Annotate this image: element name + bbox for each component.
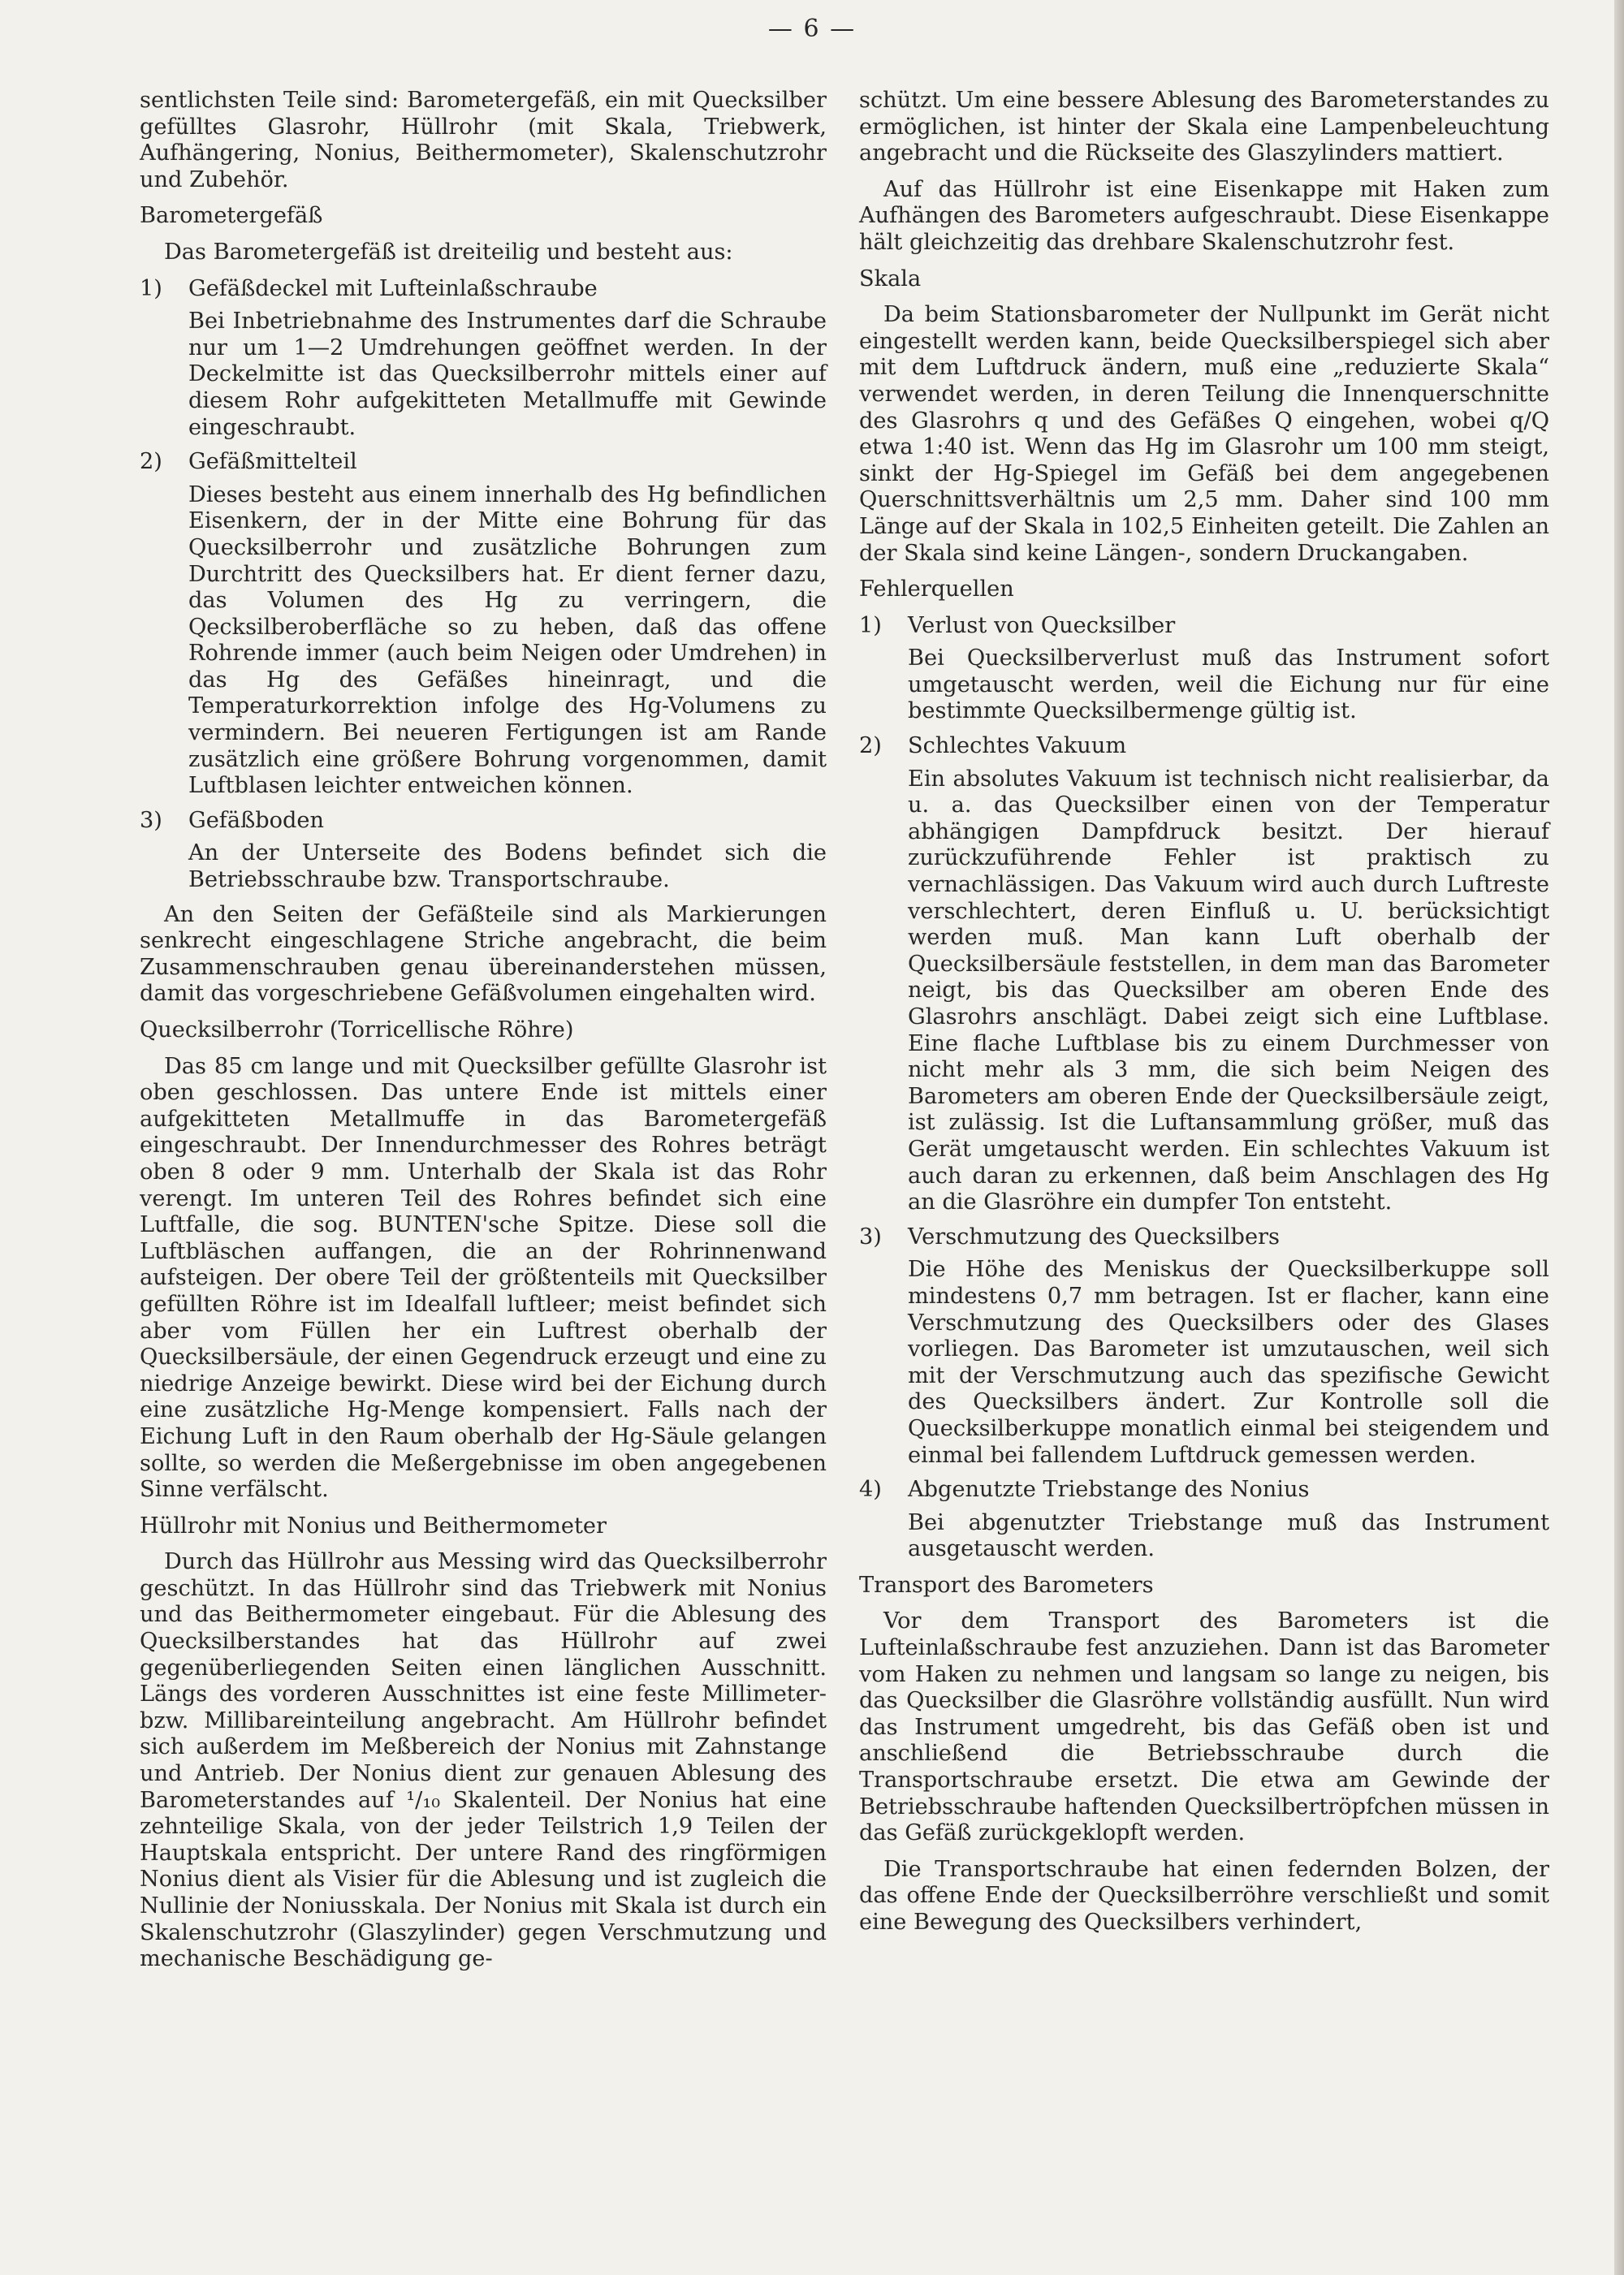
paragraph-quecksilberrohr: Das 85 cm lange und mit Quecksilber gefüllte Glasrohr ist oben geschlossen. Das untere Ende ist mittels einer aufgekitteten Metallmuffe in das Barometergefäß eingeschraubt. Der Innendurchmesser des Rohres beträgt oben 8 oder 9 mm. Unterhalb der Skala ist das Rohr verengt. Im unteren Teil des Rohres befindet sich eine Luftfalle, die sog. BUNTEN'sche Spitze. Diese soll die Luftbläschen auffangen, die an der Rohrinnenwand aufsteigen. Der obere Teil der größtenteils mit Quecksilber gefüllten Röhre ist im Idealfall luftleer; meist befindet sich aber vom Füllen her ein Luftrest oberhalb der Quecksilbersäule, der einen Gegendruck erzeugt und eine zu niedrige Anzeige bewirkt. Diese wird bei der Eichung durch eine zusätzliche Hg-Menge kompensiert. Falls nach der Eichung Luft in den Raum oberhalb der Hg-Säule gelangen sollte, so werden die Meßergebnisse im oben angegebenen Sinne verfälscht. <box>140 1053 827 1503</box>
list-item-number: 3) <box>140 807 162 833</box>
paragraph-markierungen: An den Seiten der Gefäßteile sind als Markierungen senkrecht eingeschlagene Striche angebracht, die beim Zusammenschrauben genau übereinanderstehen müssen, damit das vorgeschriebene Gefäßvolumen eingehalten wird. <box>140 901 827 1007</box>
list-item-title: Abgenutzte Triebstange des Nonius <box>908 1477 1310 1503</box>
list-item-number: 3) <box>859 1224 882 1250</box>
paragraph-eisenkappe: Auf das Hüllrohr ist eine Eisenkappe mit Haken zum Aufhängen des Barometers aufgeschraubt. Diese Eisenkappe hält gleichzeitig das drehbare Skalenschutzrohr fest. <box>859 176 1549 255</box>
paragraph-huellrohr: Durch das Hüllrohr aus Messing wird das Quecksilberrohr geschützt. In das Hüllrohr sind das Triebwerk mit Nonius und das Beithermometer eingebaut. Für die Ablesung des Quecksilberstandes hat das Hüllrohr auf zwei gegenüberliegenden Seiten einen länglichen Ausschnitt. Längs des vorderen Ausschnittes ist eine feste Millimeter- bzw. Millibareinteilung angebracht. Am Hüllrohr befindet sich außerdem im Meßbereich der Nonius mit Zahnstange und Antrieb. Der Nonius dient zur genauen Ablesung des Barometerstandes auf ¹/₁₀ Skalenteil. Der Nonius hat eine zehnteilige Skala, von der jeder Teilstrich 1,9 Teilen der Hauptskala entspricht. Der untere Rand des ringförmigen Nonius dient als Visier für die Ablesung und ist zugleich die Nullinie der Noniusskala. Der Nonius mit Skala ist durch ein Skalenschutzrohr (Glaszylinder) gegen Verschmutzung und mechanische Beschädigung ge- <box>140 1549 827 1972</box>
list-item-text: Ein absolutes Vakuum ist technisch nicht realisierbar, da u. a. das Quecksilber einen von der Temperatur abhängigen Dampfdruck besitzt. Der hierauf zurückzuführende Fehler ist praktisch zu vernachlässigen. Das Vakuum wird auch durch Luftreste verschlechtert, deren Einfluß u. U. berücksichtigt werden muß. Man kann Luft oberhalb der Quecksilbersäule feststellen, in dem man das Barometer neigt, bis das Quecksilber am oberen Ende des Glasrohrs anschlägt. Dabei zeigt sich eine Luftblase. Eine flache Luftblase bis zu einem Durchmesser von nicht mehr als 3 mm, die sich beim Neigen des Barometers am oberen Ende der Quecksilbersäule zeigt, ist zulässig. Ist die Luftansammlung größer, muß das Gerät umgetauscht werden. Ein schlechtes Vakuum ist auch daran zu erkennen, daß beim Anschlagen des Hg an die Glasröhre ein dumpfer Ton entsteht. <box>908 766 1549 1215</box>
list-item-number: 4) <box>859 1477 882 1503</box>
list-item <box>859 1477 1549 1563</box>
list-item <box>140 276 827 442</box>
paragraph-skala: Da beim Stationsbarometer der Nullpunkt im Gerät nicht eingestellt werden kann, beide Quecksilberspiegel sich aber mit dem Luftdruck ändern, muß eine „reduzierte Skala“ verwendet werden, in deren Teilung die Innenquerschnitte des Glasrohrs q und des Gefäßes Q eingehen, wobei q/Q etwa 1:40 ist. Wenn das Hg im Glasrohr um 100 mm steigt, sinkt der Hg-Spiegel im Gefäß bei dem angegebenen Querschnittsverhältnis um 2,5 mm. Daher sind 100 mm Länge auf der Skala in 102,5 Einheiten geteilt. Die Zahlen an der Skala sind keine Längen-, sondern Druckangaben. <box>859 302 1549 566</box>
intro-paragraph: sentlichsten Teile sind: Barometergefäß, ein mit Quecksilber gefülltes Glasrohr, Hüllrohr (mit Skala, Triebwerk, Aufhängering, Nonius, Beithermometer), Skalenschutzrohr und Zubehör. <box>140 88 827 192</box>
list-item-text: Dieses besteht aus einem innerhalb des Hg befindlichen Eisenkern, der in der Mitte eine Bohrung für das Quecksilberrohr und zusätzliche Bohrungen zum Durchtritt des Quecksilbers hat. Er dient ferner dazu, das Volumen des Hg zu verringern, die Qecksilberoberfläche so zu heben, daß das offene Rohrende immer (auch beim Neigen oder Umdrehen) in das Hg des Gefäßes hineinragt, und die Temperaturkorrektion infolge des Hg-Volumens zu vermindern. Bei neueren Fertigungen ist am Rande zusätzlich eine größere Bohrung vorgenommen, damit Luftblasen leichter entweichen können. <box>188 481 827 799</box>
right-column <box>859 88 1549 1946</box>
paragraph-transport-2: Die Transportschraube hat einen federnden Bolzen, der das offene Ende der Quecksilberröhre verschließt und somit eine Bewegung des Quecksilbers verhindert, <box>859 1856 1549 1935</box>
heading-skala: Skala <box>859 265 922 291</box>
left-column <box>140 88 827 1983</box>
paragraph-transport-1: Vor dem Transport des Barometers ist die Lufteinlaßschraube fest anzuziehen. Dann ist das Barometer vom Haken zu nehmen und langsam so lange zu neigen, bis das Quecksilber die Glasröhre vollständig ausfüllt. Nun wird das Instrument umgedreht, bis das Gefäß oben ist und anschließend die Betriebsschraube durch die Transportschraube ersetzt. Die etwa am Gewinde der Betriebsschraube haftenden Quecksilbertröpfchen müssen in das Gefäß zurückgeklopft werden. <box>859 1608 1549 1846</box>
page-number: — 6 — <box>767 15 857 43</box>
list-item-title: Gefäßmittelteil <box>188 449 357 475</box>
heading-transport: Transport des Barometers <box>859 1572 1154 1598</box>
page-edge <box>1614 0 1624 2275</box>
list-item-title: Schlechtes Vakuum <box>908 733 1127 759</box>
list-item-text: Die Höhe des Meniskus der Quecksilberkuppe soll mindestens 0,7 mm betragen. Ist er flacher, kann eine Verschmutzung des Quecksilbers oder des Glases vorliegen. Das Barometer ist umzutauschen, weil sich mit der Verschmutzung auch das spezifische Gewicht des Quecksilbers ändert. Zur Kontrolle soll die Quecksilberkuppe monatlich einmal bei steigendem und einmal bei fallendem Luftdruck gemessen werden. <box>908 1257 1549 1468</box>
heading-fehlerquellen: Fehlerquellen <box>859 576 1014 602</box>
list-item-text: Bei Inbetriebnahme des Instrumentes darf die Schraube nur um 1—2 Umdrehungen geöffnet werden. In der Deckelmitte ist das Quecksilberrohr mittels einer auf diesem Rohr aufgekitteten Metallmuffe mit Gewinde eingeschraubt. <box>188 309 827 440</box>
list-item <box>859 613 1549 725</box>
list-item-number: 1) <box>140 275 162 301</box>
heading-barometergefaess: Barometergefäß <box>140 203 323 229</box>
heading-huellrohr: Hüllrohr mit Nonius und Beithermometer <box>140 1513 607 1539</box>
list-item-number: 2) <box>140 449 162 475</box>
heading-quecksilberrohr: Quecksilberrohr (Torricellische Röhre) <box>140 1017 574 1043</box>
list-item-title: Gefäßboden <box>188 807 325 833</box>
list-item <box>859 733 1549 1216</box>
list-item-text: An der Unterseite des Bodens befindet sich die Betriebsschraube bzw. Transportschraube. <box>188 840 827 893</box>
list-item-title: Gefäßdeckel mit Lufteinlaßschraube <box>188 275 598 301</box>
list-item <box>140 449 827 800</box>
list-item-title: Verschmutzung des Quecksilbers <box>908 1224 1280 1250</box>
list-item-title: Verlust von Quecksilber <box>908 612 1176 638</box>
list-item-number: 1) <box>859 612 882 638</box>
list-item-text: Bei abgenutzter Triebstange muß das Instrument ausgetauscht werden. <box>908 1509 1549 1562</box>
list-item <box>140 808 827 894</box>
list-item-number: 2) <box>859 733 882 759</box>
list-item-text: Bei Quecksilberverlust muß das Instrument sofort umgetauscht werden, weil die Eichung nur für eine bestimmte Quecksilbermenge gültig ist. <box>908 645 1549 724</box>
paragraph-barometergefaess: Das Barometergefäß ist dreiteilig und besteht aus: <box>164 239 733 265</box>
list-item <box>859 1224 1549 1469</box>
paragraph-continued: schützt. Um eine bessere Ablesung des Barometerstandes zu ermöglichen, ist hinter der Skala eine Lampenbeleuchtung angebracht und die Rückseite des Glaszylinders mattiert. <box>859 88 1549 166</box>
